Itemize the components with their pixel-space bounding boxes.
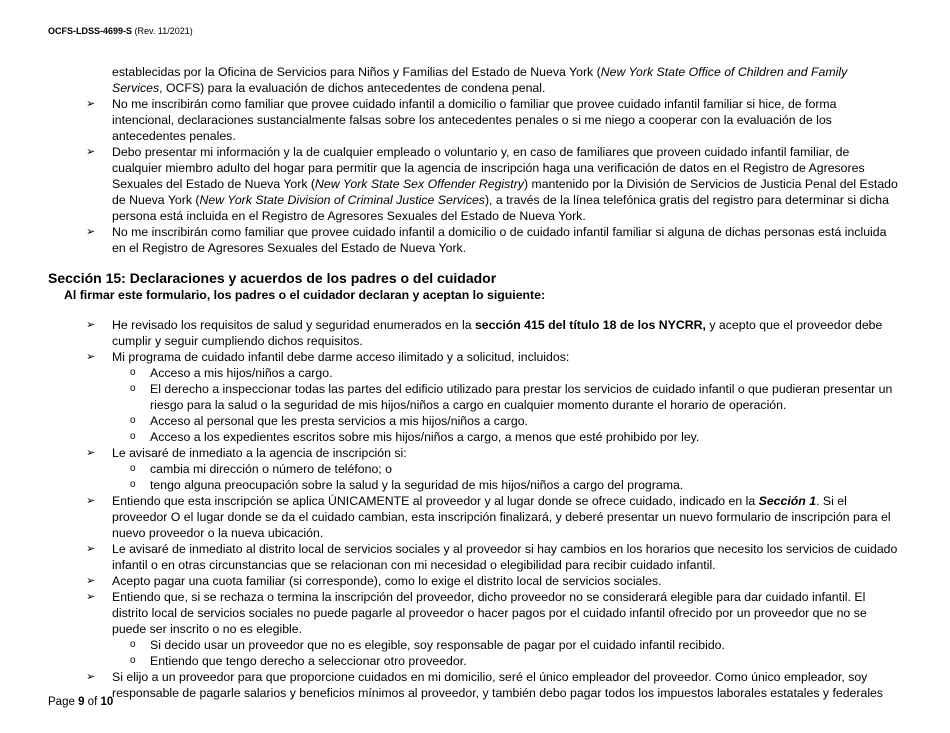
list-item: ➢ Si elijo a un proveedor para que proporcione cuidados en mi domicilio, seré el único empleador del proveedor. Como único empleador, soy responsable de pagarle salarios y beneficios mínimos al proveedor, y también debo pagar todos los impuestos laborales estatales y federales <box>86 670 884 700</box>
list-item: ➢ Entiendo que esta inscripción se aplica ÚNICAMENTE al proveedor y al lugar donde se ofrece cuidado, indicado en la Sección 1. Si el proveedor O el lugar donde se da el cuidado cambian, esta inscripción finalizará, y deberé presentar un nuevo formulario de inscripción para el nuevo proveedor o la nueva ubicación. <box>86 494 891 540</box>
page-number: Page 9 of 10 <box>48 696 114 708</box>
circle-bullet-icon: o <box>130 431 136 442</box>
list-item: ➢ He revisado los requisitos de salud y seguridad enumerados en la sección 415 del título 18 de los NYCRR, y acepto que el proveedor debe cumplir y seguir cumpliendo dichos requisitos. <box>86 318 883 348</box>
sub-list-item: o Si decido usar un proveedor que no es elegible, soy responsable de pagar por el cuidado infantil recibido. <box>130 638 725 652</box>
form-id-header <box>48 26 193 36</box>
arrow-bullet-icon: ➢ <box>86 671 96 683</box>
list-item: ➢ Debo presentar mi información y la de cualquier empleado o voluntario y, en caso de familiares que proveen cuidado infantil familiar, de cualquier miembro adulto del hogar para permitir que la agencia de inscripción haga una verificación de datos en el Registro de Agresores Sexuales del Estado de Nueva York (New York State Sex Offender Registry) mantenido por la División de Servicios de Justicia Penal del Estado de Nueva York (New York State Division of Criminal Justice Services), a través de la línea telefónica gratis del registro para determinar si dicha persona está incluida en el Registro de Agresores Sexuales del Estado de Nueva York. <box>86 145 898 223</box>
document-body <box>48 64 900 701</box>
sub-list-item: o tengo alguna preocupación sobre la salud y la seguridad de mis hijos/niños a cargo del programa. <box>130 478 684 492</box>
arrow-bullet-icon: ➢ <box>86 495 96 507</box>
arrow-bullet-icon: ➢ <box>86 98 96 110</box>
sub-list-item: o Acceso al personal que les presta servicios a mis hijos/niños a cargo. <box>130 414 528 428</box>
list-item: ➢ No me inscribirán como familiar que provee cuidado infantil a domicilio o familiar que provee cuidado infantil familiar si hice, de forma intencional, declaraciones sustancialmente falsas sobre los antecedentes penales o si me niego a cooperar con la evaluación de los antecedentes penales. <box>86 97 837 143</box>
sub-list-item: o Entiendo que tengo derecho a seleccionar otro proveedor. <box>130 654 467 668</box>
circle-bullet-icon: o <box>130 367 136 378</box>
section-title: Sección 15: Declaraciones y acuerdos de los padres o del cuidador <box>48 270 497 286</box>
list-item: ➢ Le avisaré de inmediato a la agencia de inscripción si: <box>86 446 407 460</box>
circle-bullet-icon: o <box>130 639 136 650</box>
list-item: ➢ No me inscribirán como familiar que provee cuidado infantil a domicilio o de cuidado infantil familiar si alguna de dichas personas está incluida en el Registro de Agresores Sexuales del Estado de Nueva York. <box>86 225 887 255</box>
arrow-bullet-icon: ➢ <box>86 226 96 238</box>
arrow-bullet-icon: ➢ <box>86 591 96 603</box>
arrow-bullet-icon: ➢ <box>86 575 96 587</box>
circle-bullet-icon: o <box>130 655 136 666</box>
arrow-bullet-icon: ➢ <box>86 146 96 158</box>
sub-list-item: o Acceso a mis hijos/niños a cargo. <box>130 366 333 380</box>
arrow-bullet-icon: ➢ <box>86 447 96 459</box>
list-item: ➢ Mi programa de cuidado infantil debe darme acceso ilimitado y a solicitud, incluidos: <box>86 350 570 364</box>
arrow-bullet-icon: ➢ <box>86 543 96 555</box>
sub-list-item: o cambia mi dirección o número de teléfono; o <box>130 462 392 476</box>
circle-bullet-icon: o <box>130 383 136 394</box>
list-item: ➢ Acepto pagar una cuota familiar (si corresponde), como lo exige el distrito local de servicios sociales. <box>86 574 662 588</box>
form-revision: (Rev. 11/2021) <box>134 26 193 36</box>
circle-bullet-icon: o <box>130 479 136 490</box>
arrow-bullet-icon: ➢ <box>86 319 96 331</box>
circle-bullet-icon: o <box>130 415 136 426</box>
list-item: ➢ Le avisaré de inmediato al distrito local de servicios sociales y al proveedor si hay cambios en los horarios que necesito los servicios de cuidado infantil o en otras circunstancias que se relacionan con mi necesidad o elegibilidad para recibir cuidado infantil. <box>86 542 898 572</box>
sub-list-item: o Acceso a los expedientes escritos sobre mis hijos/niños a cargo, a menos que esté prohibido por ley. <box>130 430 700 444</box>
sub-list-item: o El derecho a inspeccionar todas las partes del edificio utilizado para prestar los servicios de cuidado infantil o que pudieran presentar un riesgo para la salud o la seguridad de mis hijos/niños a cargo en cualquier momento durante el horario de operación. <box>130 382 893 412</box>
list-item: ➢ Entiendo que, si se rechaza o termina la inscripción del proveedor, dicho proveedor no se considerará elegible para dar cuidado infantil. El distrito local de servicios sociales no puede pagarle al proveedor o hacer pagos por el cuidado infantil ofrecido por un proveedor que no se puede ser inscrito o no es elegible. <box>86 590 867 636</box>
circle-bullet-icon: o <box>130 463 136 474</box>
arrow-bullet-icon: ➢ <box>86 351 96 363</box>
form-code: OCFS-LDSS-4699-S <box>48 26 133 36</box>
section-subtitle: Al firmar este formulario, los padres o el cuidador declaran y aceptan lo siguiente: <box>64 288 546 302</box>
continued-paragraph: establecidas por la Oficina de Servicios para Niños y Familias del Estado de Nueva York (New York State Office of Children and Family Services, OCFS) para la evaluación de dichos antecedentes de condena penal. <box>112 65 848 95</box>
